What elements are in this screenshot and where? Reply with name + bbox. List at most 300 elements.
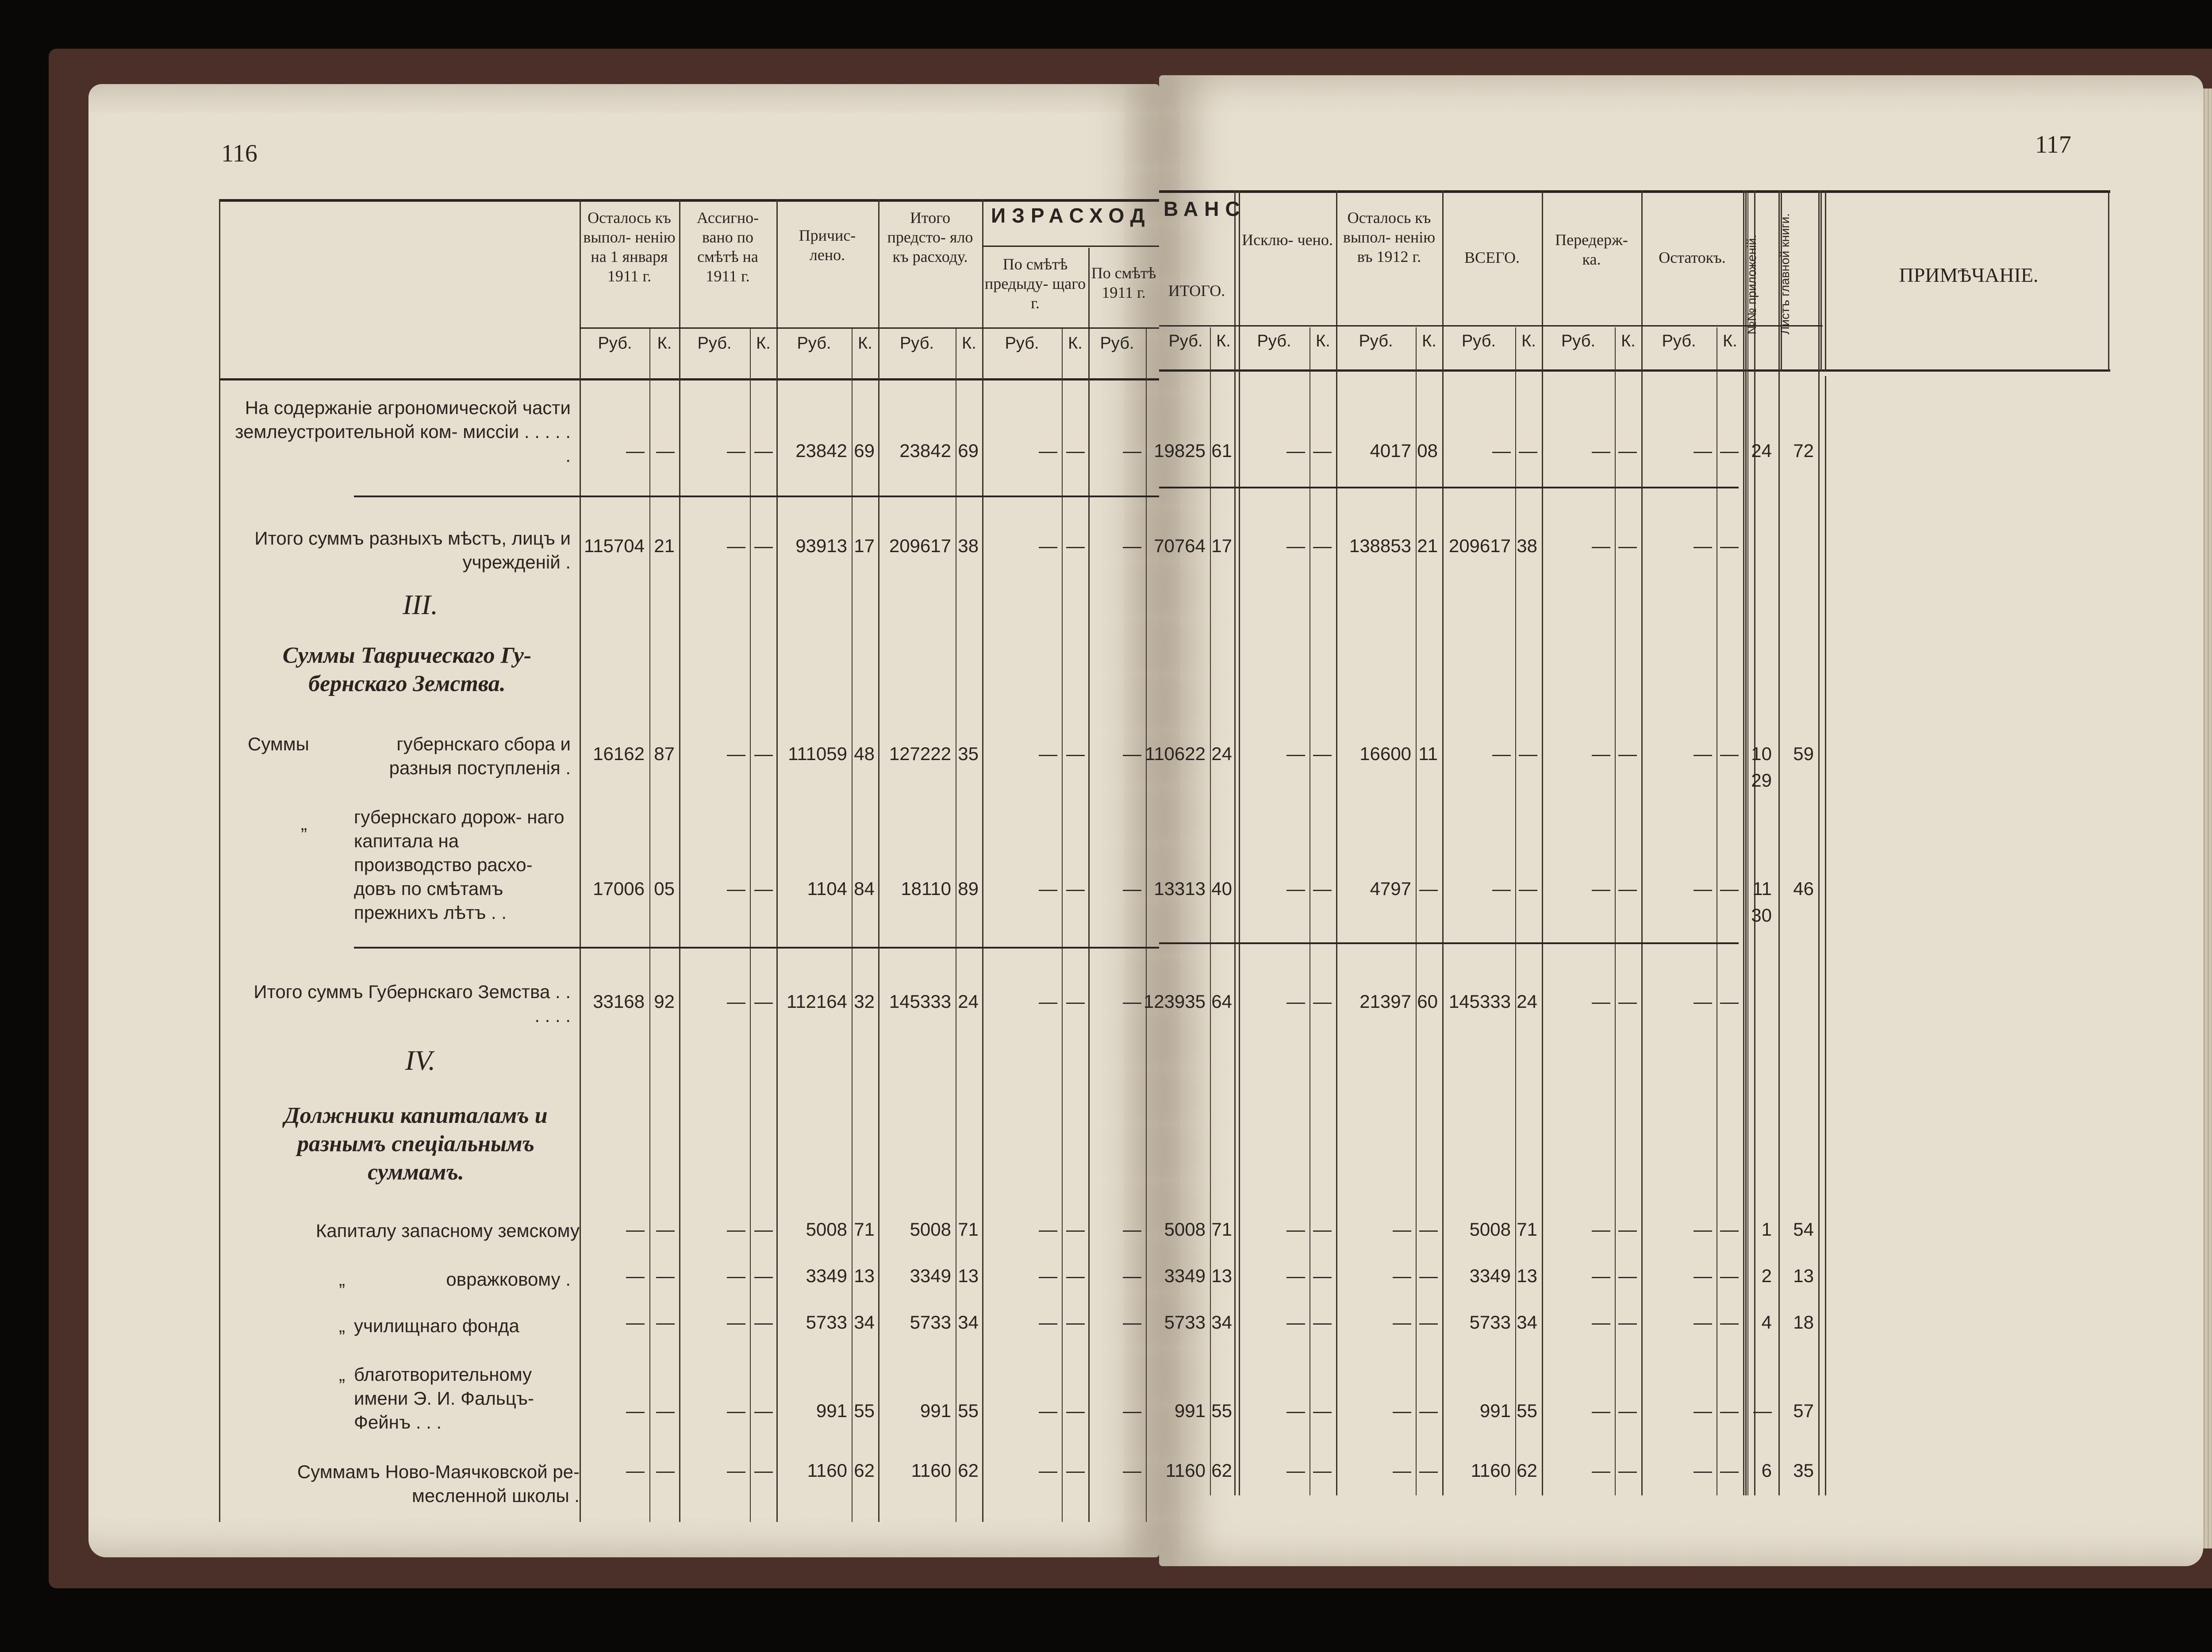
cell-itogo_gub-c6r: — [1123,991,1141,1012]
cell-itogo_gub-c3k: 32 [854,991,875,1012]
cell-itogo_gub-c12r: — [1694,991,1712,1012]
cell-agro-c12r: — [1694,440,1712,461]
header-ostalos: Осталось къ выпол- ненію на 1 января 1911 г. [583,209,676,285]
unit-kop: К. [1621,332,1636,350]
cell-itogo_gub-c11k: — [1618,991,1637,1012]
cell-dorog-c7r: 13313 [1154,878,1206,899]
unit-kop: К. [756,334,771,353]
cell-remes-c7r: 1160 [1165,1460,1206,1481]
cell-remes-c4r: 1160 [911,1460,951,1481]
cell-sbor-c8k: — [1313,743,1332,764]
cell-dorog-c3k: 84 [854,878,875,899]
cell-dorog-c2r: — [727,878,745,899]
cell-remes-c4k: 62 [958,1460,979,1481]
cell-ovrag-c8r: — [1286,1265,1305,1286]
header-vsego: ВСЕГО. [1464,249,1520,266]
cell-agro-c8k: — [1313,440,1332,461]
cell-itogo_raz-c3k: 17 [854,535,875,556]
unit-kop: К. [1216,332,1231,350]
cell-remes-c12r: — [1694,1460,1712,1481]
cell-blago-c9r: — [1393,1400,1411,1421]
col-divider [1743,190,1744,1495]
cell-zapas-c5k: — [1066,1219,1085,1240]
cell-blago-c5r: — [1039,1400,1057,1421]
table-top-rule-right [1159,190,2110,193]
cell-uchil-c4k: 34 [958,1312,979,1333]
col-divider [1747,190,1748,1495]
unit-rub: Руб. [899,334,934,353]
header-bottom-rule-left [219,378,1159,380]
cell-agro-c5k: — [1066,440,1085,461]
section-4-title: Должники капиталамъ и разнымъ спеціальнымъ суммамъ. [284,1103,548,1185]
cell-uchil-c4r: 5733 [910,1312,951,1333]
cell-zapas-c5r: — [1039,1219,1057,1240]
cell-remes-c9k: — [1419,1460,1438,1481]
cell-itogo_gub-c3r: 112164 [786,991,847,1012]
cell-blago-c4k: 55 [958,1400,979,1421]
total-rule [1159,487,1739,488]
cell-uchil-c8k: — [1313,1312,1332,1333]
cell-itogo_gub-c9k: 60 [1417,991,1438,1012]
unit-kop: К. [1422,332,1436,350]
cell-itogo_raz-c2r: — [727,535,745,556]
cell-remes-c14: 35 [1793,1460,1814,1481]
cell-itogo_raz-c3r: 93913 [795,535,847,556]
cell-dorog-c1k: 05 [654,878,675,899]
cell-itogo_raz-c12k: — [1720,535,1739,556]
cell-itogo_gub-c1k: 92 [654,991,675,1012]
cell-blago-c9k: — [1419,1400,1438,1421]
cell-itogo_raz-c1r: 115704 [584,535,645,556]
cell-itogo_raz-c6r: — [1123,535,1141,556]
col-divider [1239,190,1240,1495]
section-3-number: III. [403,589,438,620]
unit-rub: Руб. [1561,332,1596,350]
col-divider [1542,190,1543,1495]
cell-agro-c5r: — [1039,440,1057,461]
cell-agro-c7k: 61 [1211,440,1232,461]
cell-sbor-c7k: 24 [1211,743,1232,764]
cell-itogo_raz-c7k: 17 [1211,535,1232,556]
cell-blago-c5k: — [1066,1400,1085,1421]
cell-uchil-c14: 18 [1793,1312,1814,1333]
cell-itogo_raz-c2k: — [754,535,773,556]
cell-itogo_gub-c4k: 24 [958,991,979,1012]
cell-sbor-c5r: — [1039,743,1057,764]
cell-agro-c9k: 08 [1417,440,1438,461]
cell-uchil-c9k: — [1419,1312,1438,1333]
col-divider [1820,190,1822,372]
cell-itogo_gub-c7r: 123935 [1143,991,1206,1012]
cell-ovrag-c12r: — [1694,1265,1712,1286]
cell-ovrag-c4k: 13 [958,1265,979,1286]
cell-remes-c8k: — [1313,1460,1332,1481]
kop-divider [1146,327,1147,1522]
cell-remes-c5k: — [1066,1460,1085,1481]
cell-remes-c2r: — [727,1460,745,1481]
row-label-dorog-b: губернскаго дорож- наго капитала на производство расхо- довъ по смѣтамъ прежнихъ лѣтъ . . [354,807,565,923]
cell-blago-c14: 57 [1793,1400,1814,1421]
section-4-number: IV. [405,1045,436,1076]
row-label-blago-b: благотворительному имени Э. И. Фальцъ- Фейнъ . . . [354,1364,534,1433]
cell-blago-c1k: — [656,1400,675,1421]
cell-blago-c6r: — [1123,1400,1141,1421]
cell-sbor-c10r: — [1492,743,1511,764]
cell-ovrag-c2r: — [727,1265,745,1286]
cell-itogo_gub-c12k: — [1720,991,1739,1012]
banner-avans: ВАНС [1164,197,1246,220]
cell-agro-c1k: — [656,440,675,461]
cell-uchil-c3k: 34 [854,1312,875,1333]
unit-kop: К. [1723,332,1737,350]
cell-agro-c2r: — [727,440,745,461]
cell-ovrag-c6r: — [1123,1265,1141,1286]
cell-agro-c7r: 19825 [1154,440,1206,461]
cell-zapas-c8r: — [1286,1219,1305,1240]
cell-itogo_gub-c10r: 145333 [1448,991,1511,1012]
cell-agro-c1r: — [626,440,645,461]
cell-blago-c12r: — [1694,1400,1712,1421]
cell-blago-c3k: 55 [854,1400,875,1421]
cell-sbor-c7r: 110622 [1144,743,1206,764]
total-rule [354,496,1159,497]
row-label-itogo-raz: Итого суммъ разныхъ мѣстъ, лицъ и учрежденій . [254,528,571,572]
cell-sbor-c11k: — [1618,743,1637,764]
cell-sbor-c9r: 16600 [1359,743,1411,764]
unit-kop: К. [962,334,976,353]
table-left-edge [219,199,220,1522]
cell-blago-c3r: 991 [816,1400,847,1421]
cell-uchil-c2k: — [754,1312,773,1333]
cell-zapas-c13: 1 [1761,1219,1772,1240]
cell-remes-c13: 6 [1761,1460,1772,1481]
cell-uchil-c6r: — [1123,1312,1141,1333]
cell-zapas-c12k: — [1720,1219,1739,1240]
cell-zapas-c12r: — [1694,1219,1712,1240]
kop-divider [1062,327,1063,1522]
header-itogo-predst: Итого предсто- яло къ расходу. [887,209,973,265]
cell-zapas-c4k: 71 [958,1219,979,1240]
cell-itogo_gub-c5k: — [1066,991,1085,1012]
cell-blago-c4r: 991 [920,1400,951,1421]
unit-rub: Руб. [1168,332,1203,350]
cell-dorog-c14: 46 [1793,878,1814,899]
cell-sbor-c5k: — [1066,743,1085,764]
cell-itogo_raz-c10k: 38 [1517,535,1537,556]
table-right-edge [2108,190,2109,372]
total-rule [354,947,1159,949]
cell-ovrag-c11k: — [1618,1265,1637,1286]
unit-rub: Руб. [1005,334,1039,353]
cell-sbor-c2r: — [727,743,745,764]
cell-itogo_raz-c8k: — [1313,535,1332,556]
cell-dorog-c9k: — [1419,878,1438,899]
cell-zapas-c6r: — [1123,1219,1141,1240]
cell-agro-c11r: — [1592,440,1610,461]
header-po-smete-pred: По смѣтѣ предыду- щаго г. [984,255,1086,312]
cell-uchil-c5k: — [1066,1312,1085,1333]
cell-ovrag-c7k: 13 [1211,1265,1232,1286]
cell-itogo_gub-c11r: — [1592,991,1610,1012]
unit-rub: Руб. [797,334,831,353]
cell-itogo_gub-c8r: — [1286,991,1305,1012]
cell-itogo_gub-c5r: — [1039,991,1057,1012]
cell-dorog-c12k: — [1720,878,1739,899]
cell-dorog-c11k: — [1618,878,1637,899]
cell-remes-c3r: 1160 [807,1460,847,1481]
cell-agro-c2k: — [754,440,773,461]
row-label-blago-a: „ [339,1364,345,1385]
cell-sbor-c1k: 87 [654,743,675,764]
cell-ovrag-c10k: 13 [1517,1265,1537,1286]
col-divider [1825,190,1826,372]
cell-remes-c11k: — [1618,1460,1637,1481]
cell-remes-c2k: — [754,1460,773,1481]
col-divider [1641,190,1643,1495]
cell-itogo_raz-c11k: — [1618,535,1637,556]
cell-agro-c4k: 69 [958,440,979,461]
cell-itogo_gub-c8k: — [1313,991,1332,1012]
header-po-smete-1911: По смѣтѣ 1911 г. [1091,264,1156,301]
header-peredersh: Передерж- ка. [1555,231,1628,268]
cell-sbor-c4k: 35 [958,743,979,764]
cell-uchil-c2r: — [727,1312,745,1333]
cell-zapas-c7k: 71 [1211,1219,1232,1240]
cell-itogo_raz-c12r: — [1694,535,1712,556]
total-rule [1159,942,1739,944]
cell-itogo_raz-c5k: — [1066,535,1085,556]
col-divider [1818,190,1820,1495]
cell-zapas-c10r: 5008 [1469,1219,1511,1240]
cell-agro-c8r: — [1286,440,1305,461]
cell-blago-c1r: — [626,1400,645,1421]
cell-ovrag-c9k: — [1419,1265,1438,1286]
cell-itogo_raz-c8r: — [1286,535,1305,556]
cell-ovrag-c12k: — [1720,1265,1739,1286]
banner-rule [982,246,1159,247]
cell-sbor-c12r: — [1694,743,1712,764]
cell-zapas-c8k: — [1313,1219,1332,1240]
cell-sbor-c9k: 11 [1418,743,1438,764]
cell-itogo_gub-c9r: 21397 [1359,991,1411,1012]
cell-dorog-c8r: — [1286,878,1305,899]
cell-sbor-c8r: — [1286,743,1305,764]
cell-itogo_gub-c4r: 145333 [889,991,951,1012]
cell-sbor-c10k: — [1519,743,1537,764]
header-list: Листъ главной книги. [1778,213,1792,334]
unit-row-rule [580,327,1159,329]
cell-zapas-c1r: — [626,1219,645,1240]
col-divider [1234,190,1236,1495]
cell-zapas-c2r: — [727,1219,745,1240]
cell-agro-c14: 72 [1793,440,1814,461]
left-page-number: 116 [221,140,257,167]
cell-agro-c4r: 23842 [899,440,951,461]
cell-uchil-c12r: — [1694,1312,1712,1333]
cell-dorog-c1r: 17006 [593,878,645,899]
cell-uchil-c11r: — [1592,1312,1610,1333]
unit-rub: Руб. [1359,332,1393,350]
cell-remes-c10r: 1160 [1471,1460,1511,1481]
cell-sbor-c11r: — [1592,743,1610,764]
cell-blago-c2r: — [727,1400,745,1421]
cell-itogo_gub-c1r: 33168 [593,991,645,1012]
cell-blago-c7r: 991 [1174,1400,1206,1421]
cell-agro-c10r: — [1492,440,1511,461]
table-top-rule-left [219,199,1159,202]
header-itogo: ИТОГО. [1168,282,1225,300]
cell-dorog-c11r: — [1592,878,1610,899]
cell-dorog-c4k: 89 [958,878,979,899]
cell-ovrag-c9r: — [1393,1265,1411,1286]
unit-rub: Руб. [1662,332,1696,350]
cell-sbor-c12k: — [1720,743,1739,764]
header-assign: Ассигно- вано по смѣтѣ на 1911 г. [696,209,759,285]
cell-uchil-c9r: — [1393,1312,1411,1333]
header-ostatok: Остатокъ. [1659,249,1726,266]
cell-sbor-c4r: 127222 [889,743,951,764]
cell-sbor-c3k: 48 [854,743,875,764]
cell-remes-c11r: — [1592,1460,1610,1481]
cell-ovrag-c5k: — [1066,1265,1085,1286]
cell-dorog-c13b: 30 [1751,905,1772,926]
cell-sbor-c14: 59 [1793,743,1814,764]
kop-divider [852,327,853,1522]
cell-itogo_gub-c2k: — [754,991,773,1012]
col-divider [1745,190,1747,1495]
cell-agro-c9r: 4017 [1370,440,1411,461]
col-divider [1754,190,1755,1495]
cell-remes-c7k: 62 [1211,1460,1232,1481]
row-label-uchil-b: училищнаго фонда [354,1315,519,1336]
unit-kop: К. [657,334,672,353]
cell-dorog-c5k: — [1066,878,1085,899]
cell-zapas-c3k: 71 [854,1219,875,1240]
cell-blago-c12k: — [1720,1400,1739,1421]
cell-blago-c8k: — [1313,1400,1332,1421]
cell-uchil-c13: 4 [1761,1312,1772,1333]
right-page-number: 117 [2035,131,2071,158]
kop-divider [750,327,751,1522]
cell-ovrag-c8k: — [1313,1265,1332,1286]
cell-zapas-c7r: 5008 [1164,1219,1206,1240]
cell-remes-c1k: — [656,1460,675,1481]
row-label-ovrag-b: овражковому . [446,1269,571,1290]
col-divider [1825,376,1826,1495]
row-label-remes: Суммамъ Ново-Маячковской ре- месленной школы . [297,1461,580,1506]
cell-uchil-c7k: 34 [1211,1312,1232,1333]
cell-itogo_raz-c4k: 38 [958,535,979,556]
col-divider [1442,190,1444,1495]
header-prilozh: №№ приложеній. [1745,234,1759,334]
cell-blago-c11r: — [1592,1400,1610,1421]
cell-uchil-c11k: — [1618,1312,1637,1333]
cell-remes-c9r: — [1393,1460,1411,1481]
row-label-sbor-b: губернскаго сбора и разныя поступленія . [389,734,571,778]
cell-dorog-c13: 11 [1752,878,1772,899]
cell-uchil-c1r: — [626,1312,645,1333]
cell-zapas-c11r: — [1592,1219,1610,1240]
cell-agro-c11k: — [1618,440,1637,461]
cell-zapas-c10k: 71 [1517,1219,1537,1240]
row-label-ovrag-a: „ [339,1269,345,1290]
cell-dorog-c8k: — [1313,878,1332,899]
row-label-dorog-a: „ [301,813,307,834]
cell-remes-c6r: — [1123,1460,1141,1481]
header-iskl: Исклю- чено. [1242,231,1333,249]
unit-row-rule [1159,325,1823,327]
cell-agro-c3k: 69 [854,440,875,461]
cell-ovrag-c3r: 3349 [806,1265,847,1286]
cell-itogo_gub-c10k: 24 [1517,991,1537,1012]
cell-zapas-c3r: 5008 [806,1219,847,1240]
cell-zapas-c14: 54 [1793,1219,1814,1240]
cell-sbor-c13b: 29 [1751,770,1772,791]
unit-rub: Руб. [598,334,632,353]
cell-zapas-c1k: — [656,1219,675,1240]
cell-dorog-c3r: 1104 [807,878,847,899]
cell-itogo_raz-c5r: — [1039,535,1057,556]
row-label-zapas: Капиталу запасному земскому [315,1220,580,1241]
cell-uchil-c12k: — [1720,1312,1739,1333]
cell-dorog-c12r: — [1694,878,1712,899]
cell-remes-c1r: — [626,1460,645,1481]
cell-itogo_raz-c1k: 21 [654,535,675,556]
cell-remes-c10k: 62 [1517,1460,1537,1481]
cell-blago-c13: — [1753,1400,1772,1421]
cell-blago-c8r: — [1286,1400,1305,1421]
cell-itogo_raz-c10r: 209617 [1448,535,1511,556]
cell-agro-c10k: — [1519,440,1537,461]
cell-dorog-c6r: — [1123,878,1141,899]
cell-dorog-c10r: — [1492,878,1511,899]
unit-kop: К. [858,334,872,353]
cell-remes-c5r: — [1039,1460,1057,1481]
header-bottom-rule-right [1159,369,2110,372]
cell-ovrag-c5r: — [1039,1265,1057,1286]
row-label-agro: На содержаніе агрономической части землеустроительной ком- миссіи . . . . . . [235,397,571,466]
cell-ovrag-c3k: 13 [854,1265,875,1286]
cell-ovrag-c11r: — [1592,1265,1610,1286]
cell-dorog-c7k: 40 [1211,878,1232,899]
cell-ovrag-c13: 2 [1761,1265,1772,1286]
unit-rub: Руб. [1257,332,1291,350]
cell-uchil-c10k: 34 [1517,1312,1537,1333]
cell-blago-c10r: 991 [1479,1400,1511,1421]
cell-agro-c6r: — [1123,440,1141,461]
cell-ovrag-c7r: 3349 [1164,1265,1206,1286]
kop-divider [649,327,650,1522]
section-3-title: Суммы Таврическаго Гу- бернскаго Земства. [282,643,532,696]
cell-sbor-c2k: — [754,743,773,764]
cell-ovrag-c14: 13 [1793,1265,1814,1286]
right-page [1159,75,2203,1566]
cell-ovrag-c1k: — [656,1265,675,1286]
unit-rub: Руб. [1461,332,1496,350]
row-label-itogo-gub: Итого суммъ Губернскаго Земства . . . . . . [253,981,571,1026]
cell-sbor-c1r: 16162 [593,743,645,764]
cell-uchil-c10r: 5733 [1469,1312,1511,1333]
row-label-sbor-a: Суммы [248,734,309,754]
cell-ovrag-c1r: — [626,1265,645,1286]
cell-blago-c2k: — [754,1400,773,1421]
header-ostalos-1912: Осталось къ выпол- ненію въ 1912 г. [1343,209,1436,265]
cell-remes-c12k: — [1720,1460,1739,1481]
cell-blago-c11k: — [1618,1400,1637,1421]
cell-zapas-c2k: — [754,1219,773,1240]
header-prichisleno: Причис- лено. [799,227,856,264]
row-label-uchil-a: „ [339,1315,345,1336]
